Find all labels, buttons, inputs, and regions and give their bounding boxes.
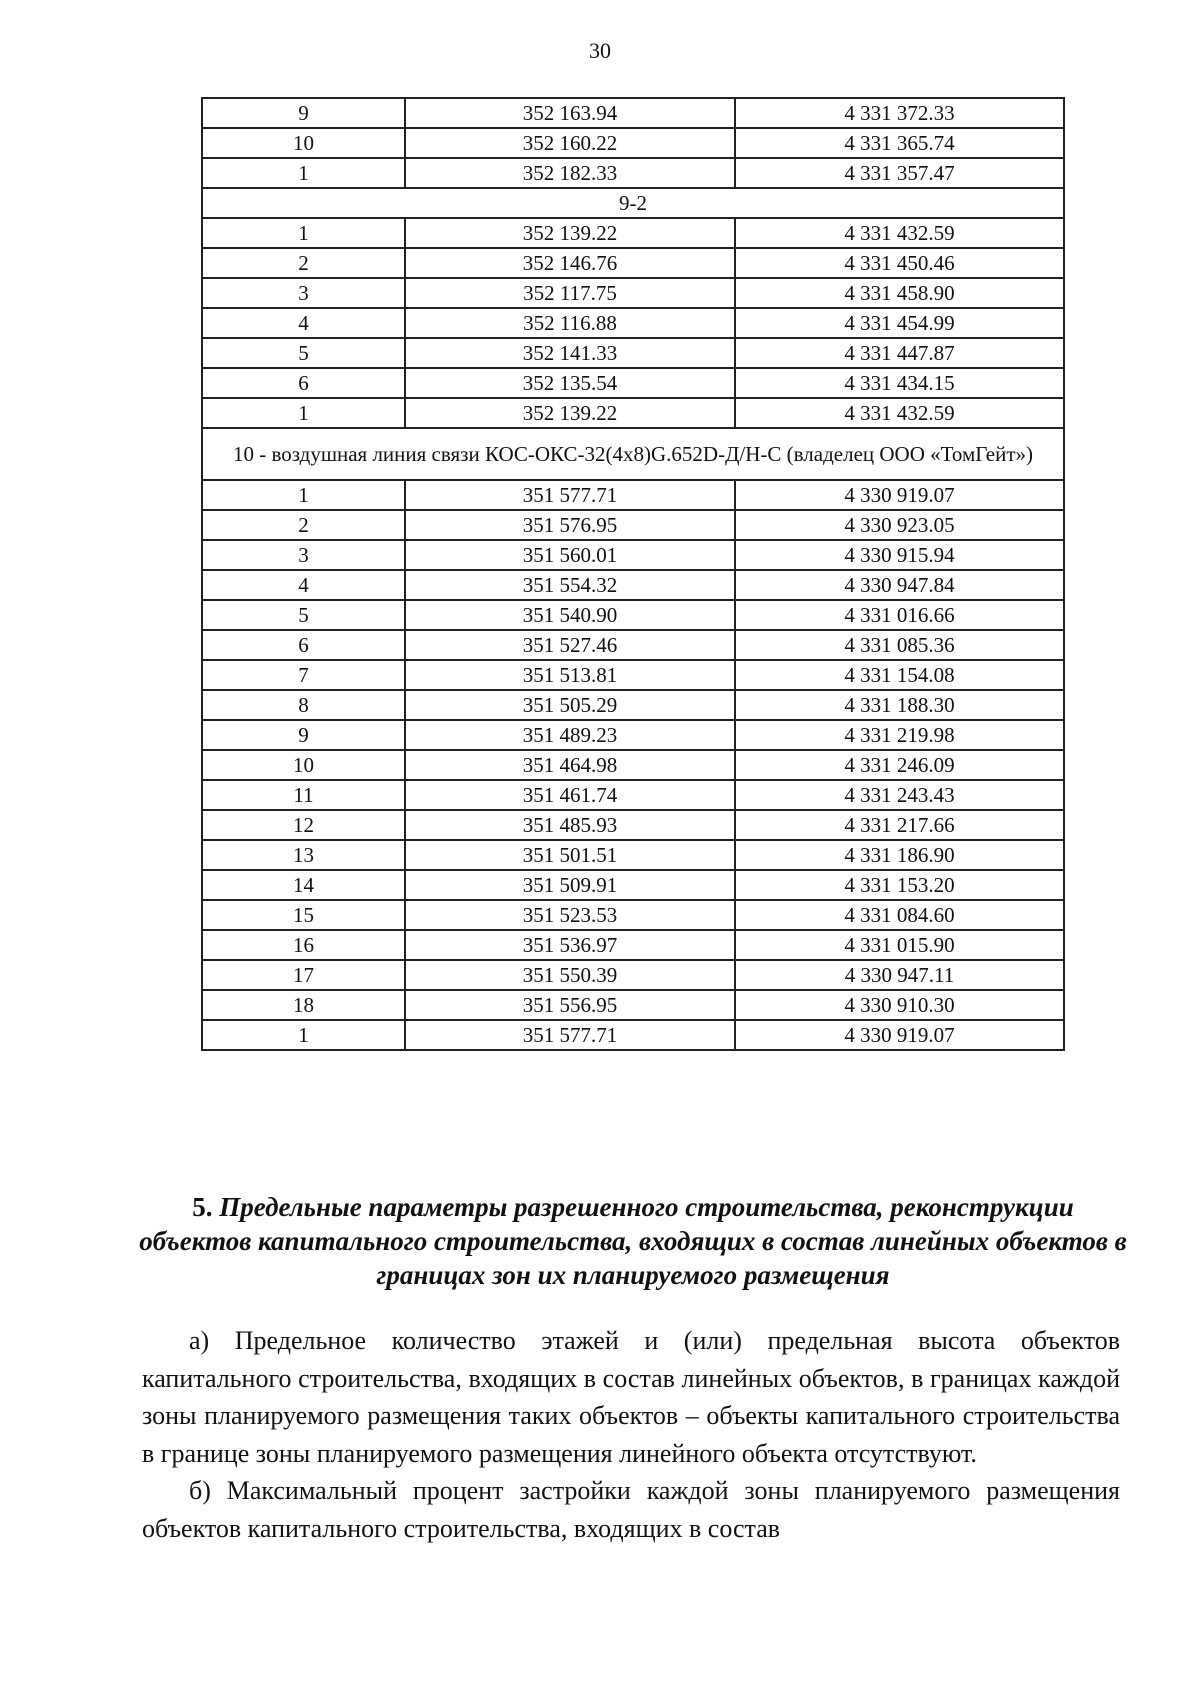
x-coordinate-cell: 351 489.23 (405, 720, 735, 750)
point-number-cell: 7 (202, 660, 405, 690)
y-coordinate-cell: 4 331 432.59 (735, 398, 1064, 428)
y-coordinate-cell: 4 331 450.46 (735, 248, 1064, 278)
y-coordinate-cell: 4 331 246.09 (735, 750, 1064, 780)
table-row (202, 1020, 1064, 1050)
y-coordinate-cell: 4 331 357.47 (735, 158, 1064, 188)
y-coordinate-cell: 4 330 947.84 (735, 570, 1064, 600)
y-coordinate-cell: 4 330 919.07 (735, 480, 1064, 510)
point-number-cell: 1 (202, 218, 405, 248)
x-coordinate-cell: 351 540.90 (405, 600, 735, 630)
table-row (202, 308, 1064, 338)
point-number-cell: 6 (202, 368, 405, 398)
table-row (202, 98, 1064, 128)
y-coordinate-cell: 4 330 947.11 (735, 960, 1064, 990)
point-number-cell: 11 (202, 780, 405, 810)
table-row (202, 960, 1064, 990)
x-coordinate-cell: 351 550.39 (405, 960, 735, 990)
y-coordinate-cell: 4 331 186.90 (735, 840, 1064, 870)
point-number-cell: 18 (202, 990, 405, 1020)
table-row (202, 338, 1064, 368)
point-number-cell: 9 (202, 720, 405, 750)
table-section-row (202, 428, 1064, 480)
table-row (202, 368, 1064, 398)
y-coordinate-cell: 4 331 153.20 (735, 870, 1064, 900)
x-coordinate-cell: 352 139.22 (405, 218, 735, 248)
y-coordinate-cell: 4 330 915.94 (735, 540, 1064, 570)
x-coordinate-cell: 352 163.94 (405, 98, 735, 128)
table-row (202, 750, 1064, 780)
y-coordinate-cell: 4 331 188.30 (735, 690, 1064, 720)
point-number-cell: 6 (202, 630, 405, 660)
x-coordinate-cell: 351 505.29 (405, 690, 735, 720)
x-coordinate-cell: 351 464.98 (405, 750, 735, 780)
x-coordinate-cell: 351 527.46 (405, 630, 735, 660)
table-row (202, 690, 1064, 720)
point-number-cell: 12 (202, 810, 405, 840)
point-number-cell: 9 (202, 98, 405, 128)
y-coordinate-cell: 4 331 365.74 (735, 128, 1064, 158)
table-row (202, 900, 1064, 930)
x-coordinate-cell: 351 461.74 (405, 780, 735, 810)
table-row (202, 630, 1064, 660)
section-number: 5. (192, 1192, 213, 1222)
x-coordinate-cell: 352 117.75 (405, 278, 735, 308)
point-number-cell: 8 (202, 690, 405, 720)
point-number-cell: 10 (202, 128, 405, 158)
x-coordinate-cell: 352 182.33 (405, 158, 735, 188)
y-coordinate-cell: 4 331 217.66 (735, 810, 1064, 840)
table-section-cell: 10 - воздушная линия связи КОС-ОКС-32(4x8)G.652D-Д/Н-С (владелец ООО «ТомГейт») (202, 428, 1064, 480)
point-number-cell: 1 (202, 480, 405, 510)
y-coordinate-cell: 4 331 434.15 (735, 368, 1064, 398)
x-coordinate-cell: 351 513.81 (405, 660, 735, 690)
table-row (202, 510, 1064, 540)
y-coordinate-cell: 4 331 154.08 (735, 660, 1064, 690)
y-coordinate-cell: 4 331 372.33 (735, 98, 1064, 128)
point-number-cell: 1 (202, 158, 405, 188)
y-coordinate-cell: 4 331 243.43 (735, 780, 1064, 810)
y-coordinate-cell: 4 331 084.60 (735, 900, 1064, 930)
point-number-cell: 4 (202, 570, 405, 600)
y-coordinate-cell: 4 330 923.05 (735, 510, 1064, 540)
x-coordinate-cell: 352 116.88 (405, 308, 735, 338)
table-row (202, 840, 1064, 870)
table-row (202, 398, 1064, 428)
table-row (202, 990, 1064, 1020)
table-row (202, 540, 1064, 570)
table-row (202, 278, 1064, 308)
point-number-cell: 3 (202, 278, 405, 308)
section-title-text: Предельные параметры разрешенного строительства, реконструкции объектов капитального строительства, входящих в состав линейных объектов в границах зон их планируемого размещения (139, 1192, 1127, 1290)
point-number-cell: 2 (202, 510, 405, 540)
point-number-cell: 10 (202, 750, 405, 780)
y-coordinate-cell: 4 331 447.87 (735, 338, 1064, 368)
y-coordinate-cell: 4 331 016.66 (735, 600, 1064, 630)
x-coordinate-cell: 352 160.22 (405, 128, 735, 158)
table-row (202, 158, 1064, 188)
table-row (202, 570, 1064, 600)
table-row (202, 870, 1064, 900)
x-coordinate-cell: 352 135.54 (405, 368, 735, 398)
point-number-cell: 17 (202, 960, 405, 990)
point-number-cell: 16 (202, 930, 405, 960)
point-number-cell: 5 (202, 338, 405, 368)
x-coordinate-cell: 351 577.71 (405, 1020, 735, 1050)
point-number-cell: 2 (202, 248, 405, 278)
x-coordinate-cell: 351 523.53 (405, 900, 735, 930)
table-row (202, 810, 1064, 840)
x-coordinate-cell: 352 141.33 (405, 338, 735, 368)
x-coordinate-cell: 351 485.93 (405, 810, 735, 840)
x-coordinate-cell: 351 509.91 (405, 870, 735, 900)
coordinates-table-body (202, 98, 1064, 1050)
table-row (202, 480, 1064, 510)
table-row (202, 720, 1064, 750)
table-row (202, 218, 1064, 248)
paragraph-b: б) Максимальный процент застройки каждой зоны планируемого размещения объектов капитального строительства, входящих в состав (142, 1476, 1120, 1543)
y-coordinate-cell: 4 331 432.59 (735, 218, 1064, 248)
x-coordinate-cell: 351 576.95 (405, 510, 735, 540)
x-coordinate-cell: 352 146.76 (405, 248, 735, 278)
section-heading (138, 1190, 1128, 1292)
point-number-cell: 3 (202, 540, 405, 570)
table-row (202, 930, 1064, 960)
coordinates-table (201, 97, 1065, 1051)
x-coordinate-cell: 351 536.97 (405, 930, 735, 960)
table-row (202, 660, 1064, 690)
point-number-cell: 15 (202, 900, 405, 930)
point-number-cell: 14 (202, 870, 405, 900)
y-coordinate-cell: 4 330 919.07 (735, 1020, 1064, 1050)
x-coordinate-cell: 351 554.32 (405, 570, 735, 600)
table-row (202, 780, 1064, 810)
table-section-row (202, 188, 1064, 218)
x-coordinate-cell: 351 556.95 (405, 990, 735, 1020)
y-coordinate-cell: 4 331 085.36 (735, 630, 1064, 660)
x-coordinate-cell: 351 577.71 (405, 480, 735, 510)
page-number: 30 (589, 38, 611, 63)
point-number-cell: 1 (202, 1020, 405, 1050)
y-coordinate-cell: 4 331 015.90 (735, 930, 1064, 960)
x-coordinate-cell: 351 560.01 (405, 540, 735, 570)
point-number-cell: 4 (202, 308, 405, 338)
y-coordinate-cell: 4 331 458.90 (735, 278, 1064, 308)
x-coordinate-cell: 351 501.51 (405, 840, 735, 870)
point-number-cell: 1 (202, 398, 405, 428)
y-coordinate-cell: 4 331 454.99 (735, 308, 1064, 338)
y-coordinate-cell: 4 330 910.30 (735, 990, 1064, 1020)
table-row (202, 128, 1064, 158)
table-row (202, 248, 1064, 278)
table-row (202, 600, 1064, 630)
x-coordinate-cell: 352 139.22 (405, 398, 735, 428)
paragraph-a: а) Предельное количество этажей и (или) предельная высота объектов капитального строительства, входящих в состав линейных объектов, в границах каждой зоны планируемого размещения таких объектов – объекты капитального строительства в границе зоны планируемого размещения линейного объекта отсутствуют. (142, 1326, 1120, 1468)
body-text (142, 1322, 1120, 1547)
point-number-cell: 5 (202, 600, 405, 630)
y-coordinate-cell: 4 331 219.98 (735, 720, 1064, 750)
table-section-cell: 9-2 (202, 188, 1064, 218)
point-number-cell: 13 (202, 840, 405, 870)
